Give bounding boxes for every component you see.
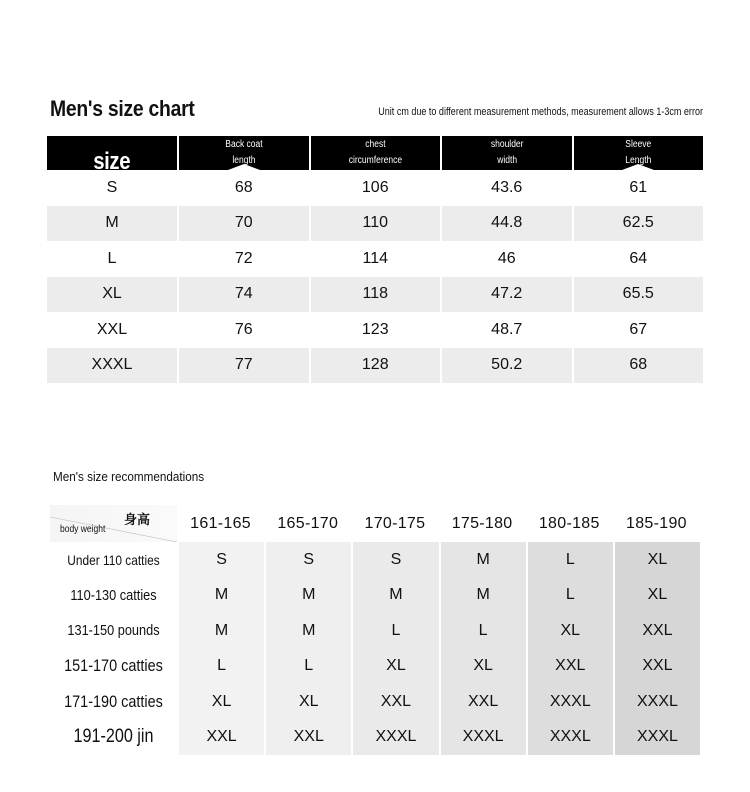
size-chart-title: Men's size chart	[50, 96, 195, 121]
recommended-size-cell: S	[179, 542, 264, 578]
corner-cell	[50, 505, 177, 542]
recommendations-header	[50, 505, 700, 542]
height-range-header: 161-165	[190, 514, 251, 532]
recommended-size-cell: L	[528, 542, 613, 578]
header-shoulder-width	[442, 136, 572, 170]
recommended-size-cell: XXL	[179, 720, 264, 756]
size-cell: XXXL	[47, 348, 177, 384]
measurement-cell: 118	[311, 277, 441, 313]
recommended-size-cell: XL	[353, 649, 438, 685]
table-row	[50, 720, 700, 756]
recommended-size-cell: M	[441, 578, 526, 614]
header-line: shoulder	[490, 139, 524, 150]
measurement-cell: 68	[234, 178, 253, 196]
measurement-cell: 67	[629, 320, 648, 338]
measurement-cell: 76	[234, 320, 253, 338]
measurement-cell: 48.7	[491, 320, 523, 338]
recommended-size-cell: XXXL	[528, 684, 613, 720]
recommended-size-cell: L	[179, 649, 264, 685]
header-sleeve-length	[574, 136, 704, 170]
recommended-size-cell: XXL	[353, 684, 438, 720]
weight-label: Under 110 catties	[67, 551, 160, 568]
recommendations-body	[50, 542, 700, 755]
recommended-size-cell: XXXL	[528, 720, 613, 756]
header-line: width	[496, 155, 517, 166]
measurement-cell: 110	[311, 206, 441, 242]
recommendations-title: Men's size recommendations	[53, 469, 205, 484]
table-row	[50, 542, 700, 578]
measurement-cell: 68	[574, 348, 704, 384]
header-line: Back coat	[225, 139, 263, 150]
size-chart-header	[47, 136, 703, 170]
size-cell: M	[47, 206, 177, 242]
table-row	[47, 170, 703, 206]
measurement-cell: 70	[179, 206, 309, 242]
header-line: circumference	[348, 155, 402, 166]
weight-label: 191-200 jin	[73, 726, 154, 748]
measurement-cell: 128	[311, 348, 441, 384]
measurement-cell: 44.8	[442, 206, 572, 242]
recommended-size-cell: S	[266, 542, 351, 578]
recommended-size-cell: XXXL	[441, 720, 526, 756]
measurement-cell: 61	[629, 178, 648, 196]
table-row	[50, 613, 700, 649]
table-row	[50, 649, 700, 685]
table-row	[47, 241, 703, 277]
recommendations-table	[50, 505, 700, 755]
measurement-note: Unit cm due to different measurement methods, measurement allows 1-3cm error	[378, 106, 703, 118]
measurement-cell: 50.2	[442, 348, 572, 384]
recommended-size-cell: XL	[528, 613, 613, 649]
recommended-size-cell: M	[179, 613, 264, 649]
height-range-header: 165-170	[277, 514, 339, 532]
size-cell: XL	[47, 277, 177, 313]
size-cell: L	[107, 249, 117, 267]
table-row	[47, 277, 703, 313]
measurement-cell: 106	[361, 178, 389, 196]
header-line: Length	[625, 155, 652, 166]
recommended-size-cell: XXL	[528, 649, 613, 685]
recommended-size-cell: L	[528, 578, 613, 614]
recommended-size-cell: S	[353, 542, 438, 578]
measurement-cell: 64	[629, 249, 648, 267]
header-size	[47, 136, 177, 170]
recommended-size-cell: XL	[441, 649, 526, 685]
size-chart-table	[47, 136, 703, 383]
measurement-cell: 46	[497, 249, 516, 267]
header-line: length	[232, 155, 256, 166]
table-row	[47, 348, 703, 384]
recommended-size-cell: L	[266, 649, 351, 685]
header-chest-circumference	[311, 136, 441, 170]
corner-height-label: 身高	[124, 512, 151, 527]
recommended-size-cell: M	[353, 578, 438, 614]
recommended-size-cell: XXXL	[615, 720, 700, 756]
recommended-size-cell: XL	[615, 578, 700, 614]
weight-label: 171-190 catties	[64, 691, 163, 711]
measurement-cell: 47.2	[442, 277, 572, 313]
size-cell: S	[106, 178, 118, 196]
measurement-cell: 72	[234, 249, 253, 267]
recommended-size-cell: XL	[615, 542, 700, 578]
height-range-header: 180-185	[538, 514, 600, 532]
table-row	[50, 578, 700, 614]
recommended-size-cell: L	[441, 613, 526, 649]
weight-label: 131-150 pounds	[67, 622, 160, 640]
weight-label: 151-170 catties	[64, 656, 163, 676]
recommended-size-cell: XXL	[615, 613, 700, 649]
table-row	[47, 206, 703, 242]
header-line: Sleeve	[625, 139, 652, 150]
recommended-size-cell: XL	[179, 684, 264, 720]
table-row	[50, 684, 700, 720]
recommended-size-cell: XXXL	[353, 720, 438, 756]
measurement-cell: 43.6	[491, 178, 523, 196]
recommended-size-cell: XXL	[441, 684, 526, 720]
recommended-size-cell: M	[179, 578, 264, 614]
table-row	[47, 312, 703, 348]
size-cell: XXL	[96, 320, 128, 338]
recommended-size-cell: XXXL	[615, 684, 700, 720]
height-range-header: 175-180	[451, 514, 513, 532]
measurement-cell: 65.5	[574, 277, 704, 313]
weight-label: 110-130 catties	[70, 586, 157, 604]
height-range-header: 185-190	[626, 514, 687, 532]
recommended-size-cell: M	[266, 613, 351, 649]
header-size-label: size	[93, 148, 131, 170]
recommended-size-cell: XXL	[615, 649, 700, 685]
recommended-size-cell: XL	[266, 684, 351, 720]
recommended-size-cell: L	[353, 613, 438, 649]
size-chart-body	[47, 170, 703, 383]
corner-weight-label: body weight	[60, 524, 106, 535]
recommended-size-cell: M	[441, 542, 526, 578]
measurement-cell: 62.5	[574, 206, 704, 242]
recommended-size-cell: M	[266, 578, 351, 614]
measurement-cell: 77	[179, 348, 309, 384]
height-range-header: 170-175	[364, 514, 426, 532]
measurement-cell: 123	[361, 320, 389, 338]
header-back-coat-length	[179, 136, 309, 170]
measurement-cell: 74	[179, 277, 309, 313]
recommended-size-cell: XXL	[266, 720, 351, 756]
measurement-cell: 114	[362, 249, 388, 267]
header-line: chest	[365, 139, 386, 150]
